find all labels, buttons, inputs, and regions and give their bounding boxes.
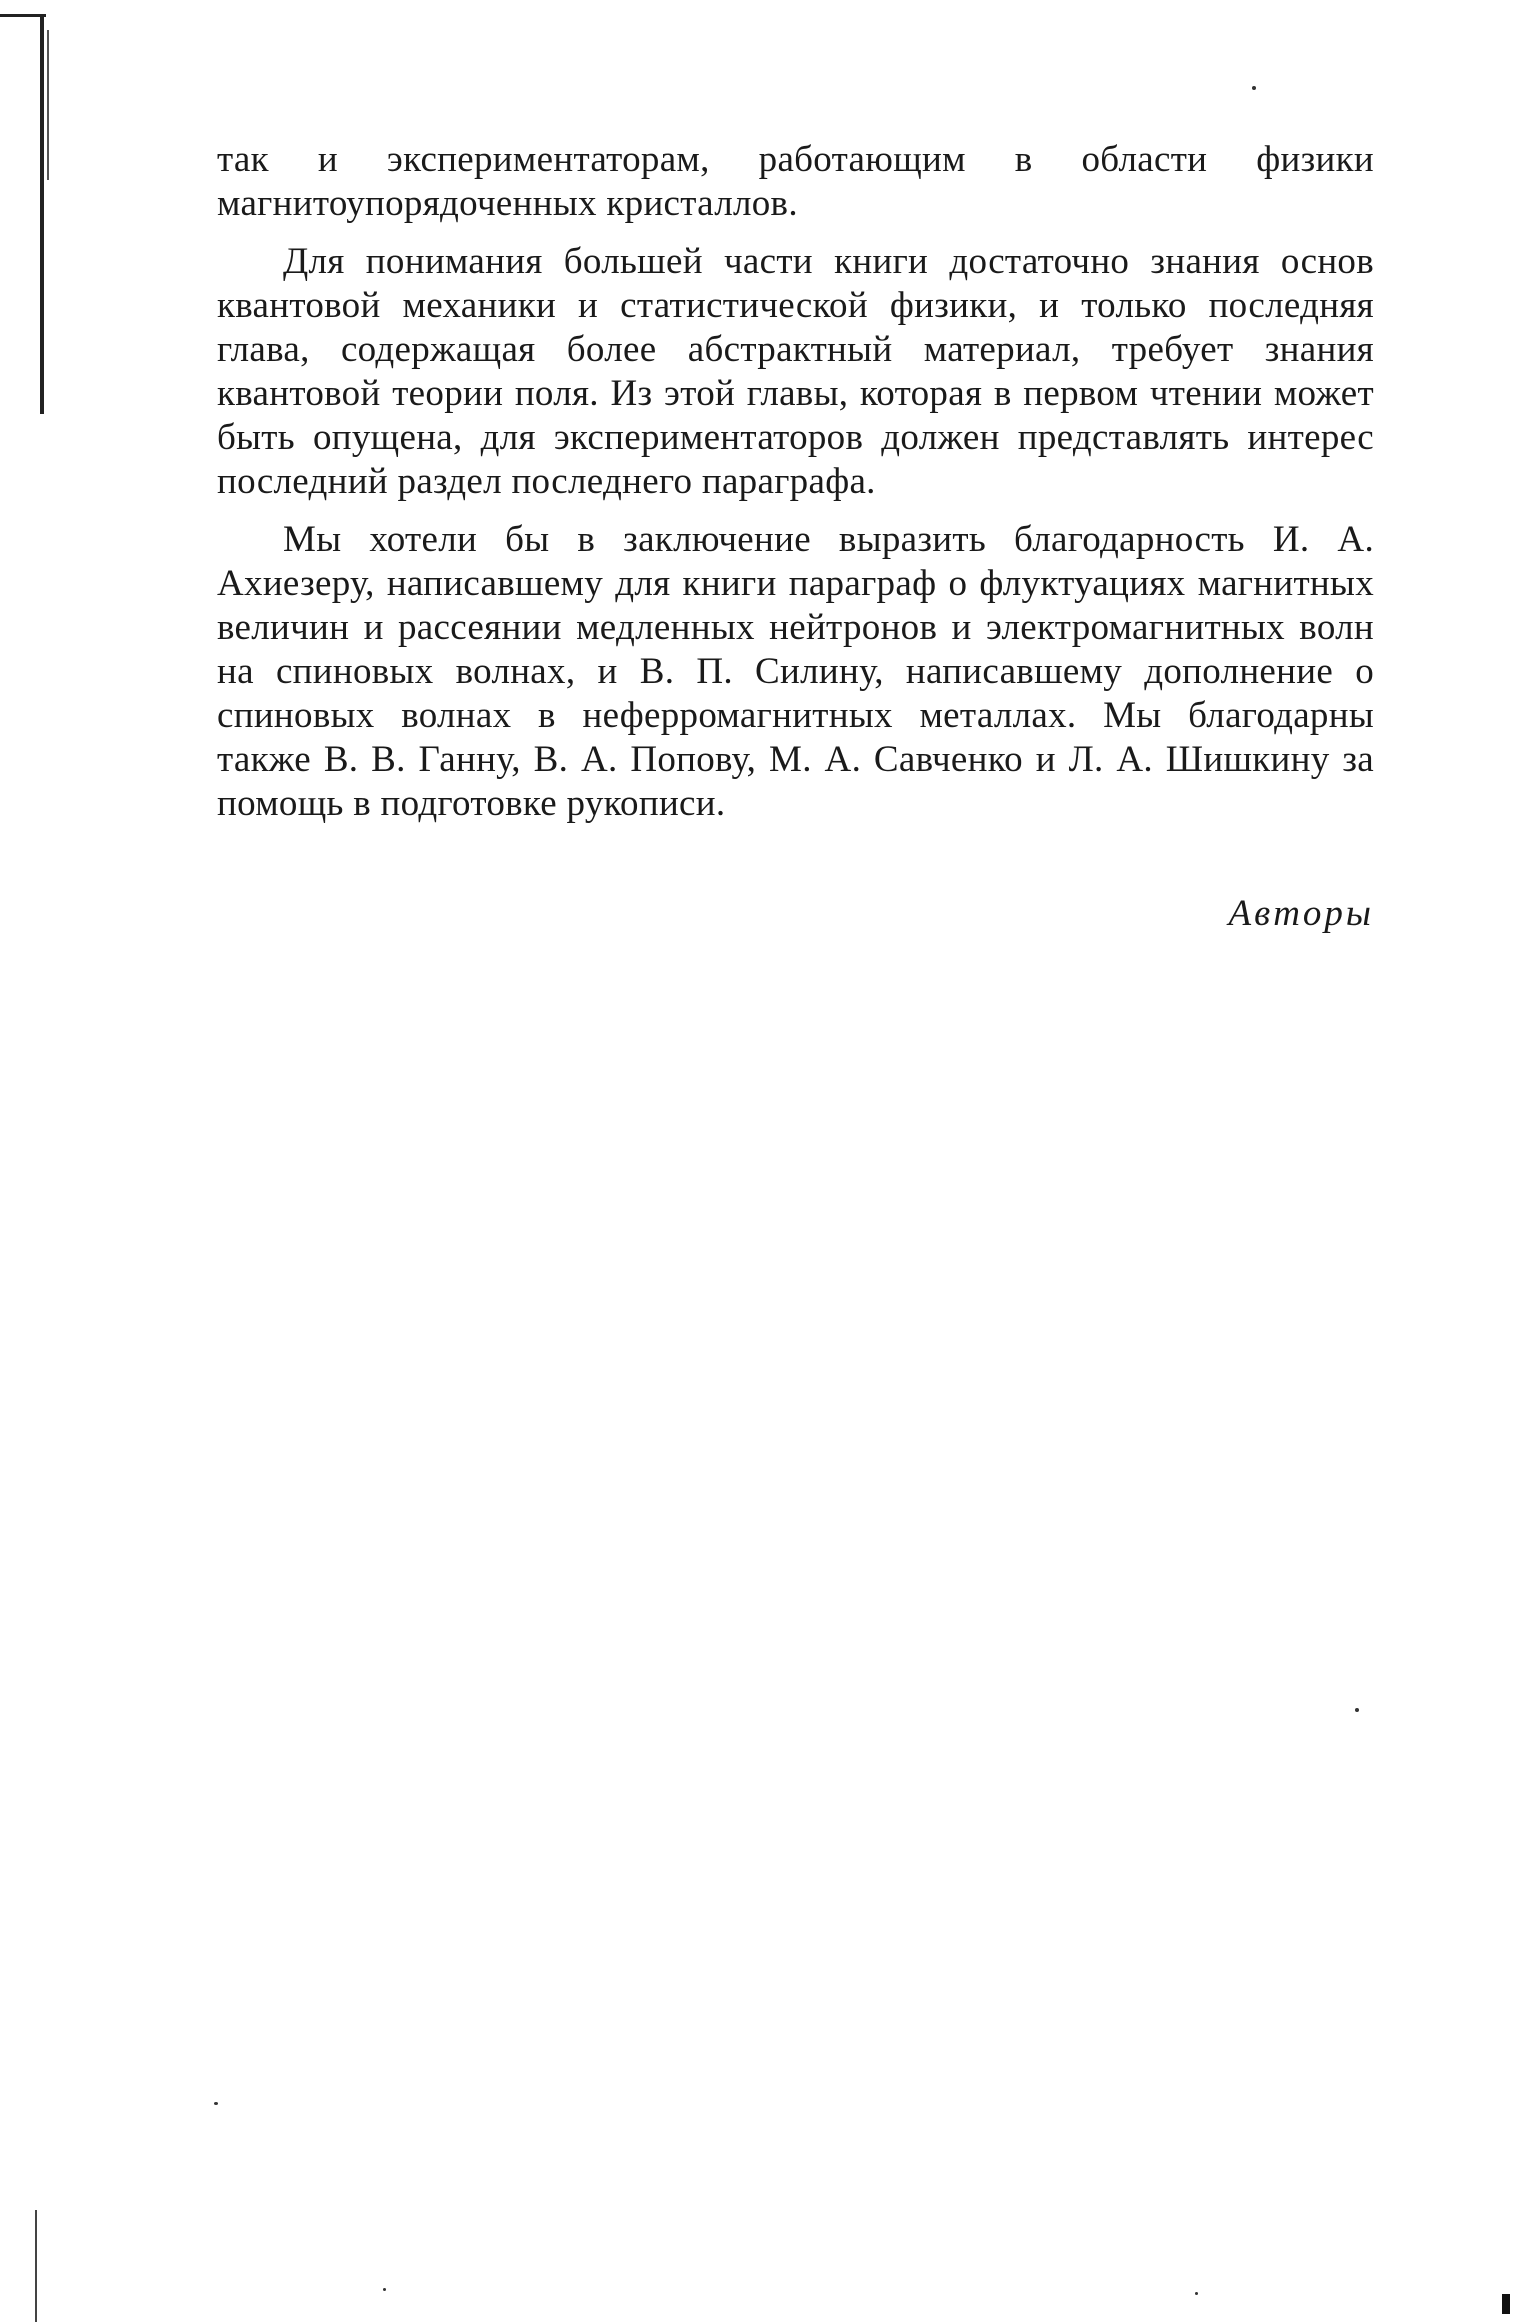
paragraph-3: Мы хотели бы в заключение выразить благодарность И. А. Ахиезеру, написавшему для книги параграф о флуктуациях магнитных величин и рассеянии медленных нейтронов и электромагнитных волн на спиновых волнах, и В. П. Силину, написавшему дополнение о спиновых волнах в неферромагнитных металлах. Мы благодарны также В. В. Ганну, В. А. Попову, М. А. Савченко и Л. А. Шишкину за помощь в подготовке рукописи. — [217, 519, 1374, 824]
signature-authors: Авторы — [1228, 893, 1374, 934]
scan-corner-mark — [1502, 2294, 1510, 2314]
paragraph-1: так и экспериментаторам, работающим в области физики магнитоупорядоченных кристаллов. — [217, 139, 1374, 224]
scan-speck — [383, 2288, 386, 2291]
paragraph-2: Для понимания большей части книги достаточно знания основ квантовой механики и статистической физики, и только последняя глава, содержащая более абстрактный материал, требует знания квантовой теории поля. Из этой главы, которая в первом чтении может быть опущена, для экспериментаторов должен представлять интерес последний раздел последнего параграфа. — [217, 241, 1374, 502]
scan-speck — [1195, 2292, 1198, 2295]
scan-speck — [1355, 1708, 1359, 1712]
scan-speck — [1252, 86, 1256, 90]
body-text — [217, 138, 1374, 840]
scan-binding-line — [47, 30, 49, 180]
scan-binding-line — [40, 14, 44, 414]
scan-speck — [214, 2102, 218, 2105]
scan-binding-line — [35, 2210, 37, 2322]
